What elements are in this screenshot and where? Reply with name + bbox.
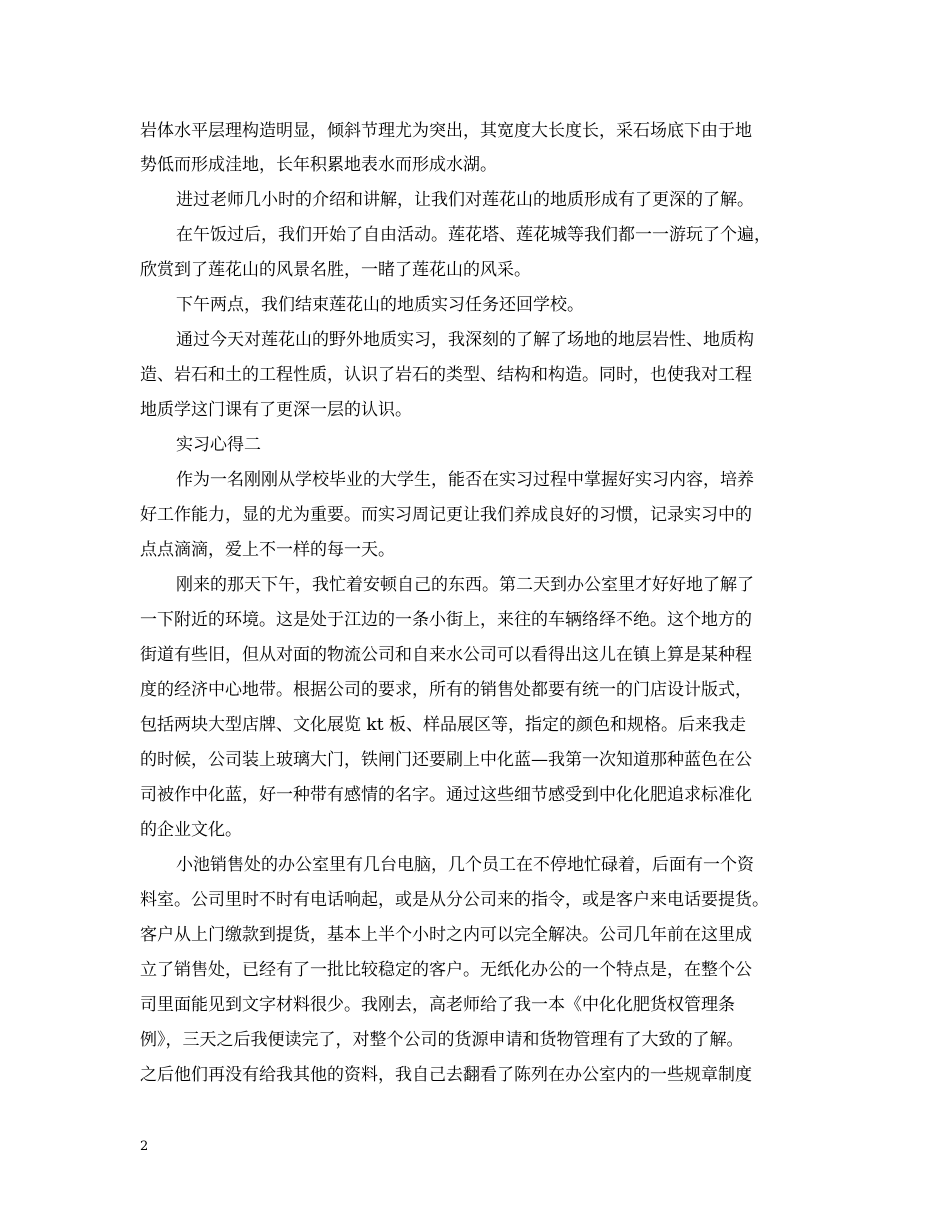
- text-line: 势低而形成洼地，长年积累地表水而形成水湖。: [140, 155, 497, 175]
- text-line: 例》，三天之后我便读完了，对整个公司的货源申请和货物管理有了大致的了解。: [140, 1030, 744, 1050]
- text-line: 包括两块大型店牌、文化展览 kt 板、样品展区等，指定的颜色和规格。后来我走: [140, 715, 746, 735]
- text-line: 的企业文化。: [140, 820, 242, 840]
- text-line: 之后他们再没有给我其他的资料，我自己去翻看了陈列在办公室内的一些规章制度: [140, 1065, 752, 1085]
- text-line: 作为一名刚刚从学校毕业的大学生，能否在实习过程中掌握好实习内容，培养: [176, 470, 754, 490]
- text-line: 客户从上门缴款到提货，基本上半个小时之内可以完全解决。公司几年前在这里成: [140, 925, 752, 945]
- text-line: 好工作能力，显的尤为重要。而实习周记更让我们养成良好的习惯，记录实习中的: [140, 505, 752, 525]
- text-line: 小池销售处的办公室里有几台电脑，几个员工在不停地忙碌着，后面有一个资: [176, 855, 754, 875]
- text-line: 度的经济中心地带。根据公司的要求，所有的销售处都要有统一的门店设计版式，: [140, 680, 752, 700]
- text-line: 岩体水平层理构造明显，倾斜节理尤为突出，其宽度大长度长，采石场底下由于地: [140, 121, 752, 141]
- section-heading: 实习心得二: [176, 435, 261, 455]
- text-line: 造、岩石和土的工程性质，认识了岩石的类型、结构和构造。同时，也使我对工程: [140, 365, 752, 385]
- text-line: 进过老师几小时的介绍和讲解，让我们对莲花山的地质形成有了更深的了解。: [176, 190, 754, 210]
- text-line: 点点滴滴，爱上不一样的每一天。: [140, 540, 395, 560]
- text-line: 刚来的那天下午，我忙着安顿自己的东西。第二天到办公室里才好好地了解了: [176, 575, 754, 595]
- text-line: 一下附近的环境。这是处于江边的一条小街上，来往的车辆络绎不绝。这个地方的: [140, 610, 752, 630]
- text-line: 在午饭过后，我们开始了自由活动。莲花塔、莲花城等我们都一一游玩了个遍，: [176, 225, 771, 245]
- text-line: 通过今天对莲花山的野外地质实习，我深刻的了解了场地的地层岩性、地质构: [176, 330, 754, 350]
- text-line: 司被作中化蓝，好一种带有感情的名字。通过这些细节感受到中化化肥追求标准化: [140, 785, 752, 805]
- text-line: 地质学这门课有了更深一层的认识。: [140, 400, 412, 420]
- text-line: 欣赏到了莲花山的风景名胜，一睹了莲花山的风采。: [140, 260, 531, 280]
- text-line: 料室。公司里时不时有电话响起，或是从分公司来的指令，或是客户来电话要提货。: [140, 890, 769, 910]
- text-line: 街道有些旧，但从对面的物流公司和自来水公司可以看得出这儿在镇上算是某种程: [140, 645, 752, 665]
- page-number: 2: [140, 1139, 149, 1154]
- text-line: 的时候，公司装上玻璃大门，铁闸门还要刷上中化蓝—我第一次知道那种蓝色在公: [140, 750, 752, 770]
- text-line: 司里面能见到文字材料很少。我刚去，高老师给了我一本《中化化肥货权管理条: [140, 995, 735, 1015]
- text-line: 下午两点，我们结束莲花山的地质实习任务还回学校。: [176, 295, 584, 315]
- text-line: 立了销售处，已经有了一批比较稳定的客户。无纸化办公的一个特点是，在整个公: [140, 960, 752, 980]
